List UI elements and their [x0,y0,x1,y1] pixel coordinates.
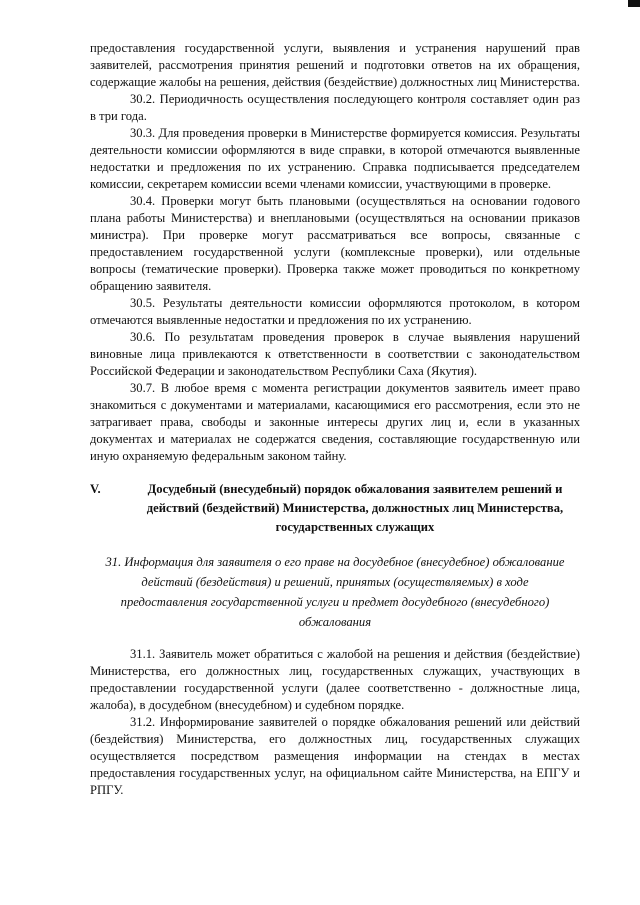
paragraph-30-6: 30.6. По результатам проведения проверок в случае выявления нарушений виновные лица привлекаются к ответственности в соответствии с законодательством Российской Федерации и законодательством Республики Саха (Якутия). [90,330,580,378]
section-title: Досудебный (внесудебный) порядок обжалования заявителем решений и действий (бездействий) Министерства, должностных лиц Министерства, государственных служащих [146,482,564,534]
paragraph-intro: предоставления государственной услуги, выявления и устранения нарушений прав заявителей, рассмотрения принятия решений и подготовки ответов на их обращения, содержащие жалобы на решения, действия (бездействие) должностных лиц Министерства. [90,41,580,89]
subsection-heading: 31. Информация для заявителя о его праве на досудебное (внесудебное) обжалование действий (бездействия) и решений, принятых (осуществляемых) в ходе предоставления государственной услуги и предмет досудебного (внесудебного) обжалования [105,555,565,629]
scan-mark [628,0,640,7]
paragraph-31-2: 31.2. Информирование заявителей о порядке обжалования решений или действий (бездействия) Министерства, его должностных лиц, государственных служащих осуществляется посредством размещения информации на стендах в местах предоставления государственных услуг, на официальном сайте Министерства, на ЕПГУ и РПГУ. [90,715,580,797]
section-number: V. [90,482,101,496]
paragraph-30-7: 30.7. В любое время с момента регистрации документов заявитель имеет право знакомиться с документами и материалами, касающимися его рассмотрения, если это не затрагивает права, свободы и законные интересы других лиц и, если в указанных документах и материалах не содержатся сведения, составляющие государственную или иную охраняемую федеральным законом тайну. [90,381,580,463]
paragraph-30-5: 30.5. Результаты деятельности комиссии оформляются протоколом, в котором отмечаются выявленные недостатки и предложения по их устранению. [90,296,580,327]
paragraph-30-4: 30.4. Проверки могут быть плановыми (осуществляться на основании годового плана работы Министерства) и внеплановыми (осуществляться на основании приказов министра). При проверке могут рассматриваться все вопросы, связанные с предоставлением государственной услуги (комплексные проверки), или отдельные вопросы (тематические проверки). Проверка также может проводиться по конкретному обращению заявителя. [90,194,580,293]
paragraph-31-1: 31.1. Заявитель может обратиться с жалобой на решения и действия (бездействие) Министерства, его должностных лиц, государственных служащих, участвующих в предоставлении государственной услуги (далее соответственно - должностные лица, жалоба), в досудебном (внесудебном) и судебном порядке. [90,647,580,712]
paragraph-30-3: 30.3. Для проведения проверки в Министерстве формируется комиссия. Результаты деятельности комиссии оформляются в виде справки, в которой отмечаются выявленные недостатки и предложения по их устранению. Справка подписывается председателем комиссии, секретарем комиссии всеми членами комиссии, участвующими в проверке. [90,126,580,191]
section-heading [90,480,580,537]
paragraph-30-2: 30.2. Периодичность осуществления последующего контроля составляет один раз в три года. [90,92,580,123]
document-body [90,40,580,799]
